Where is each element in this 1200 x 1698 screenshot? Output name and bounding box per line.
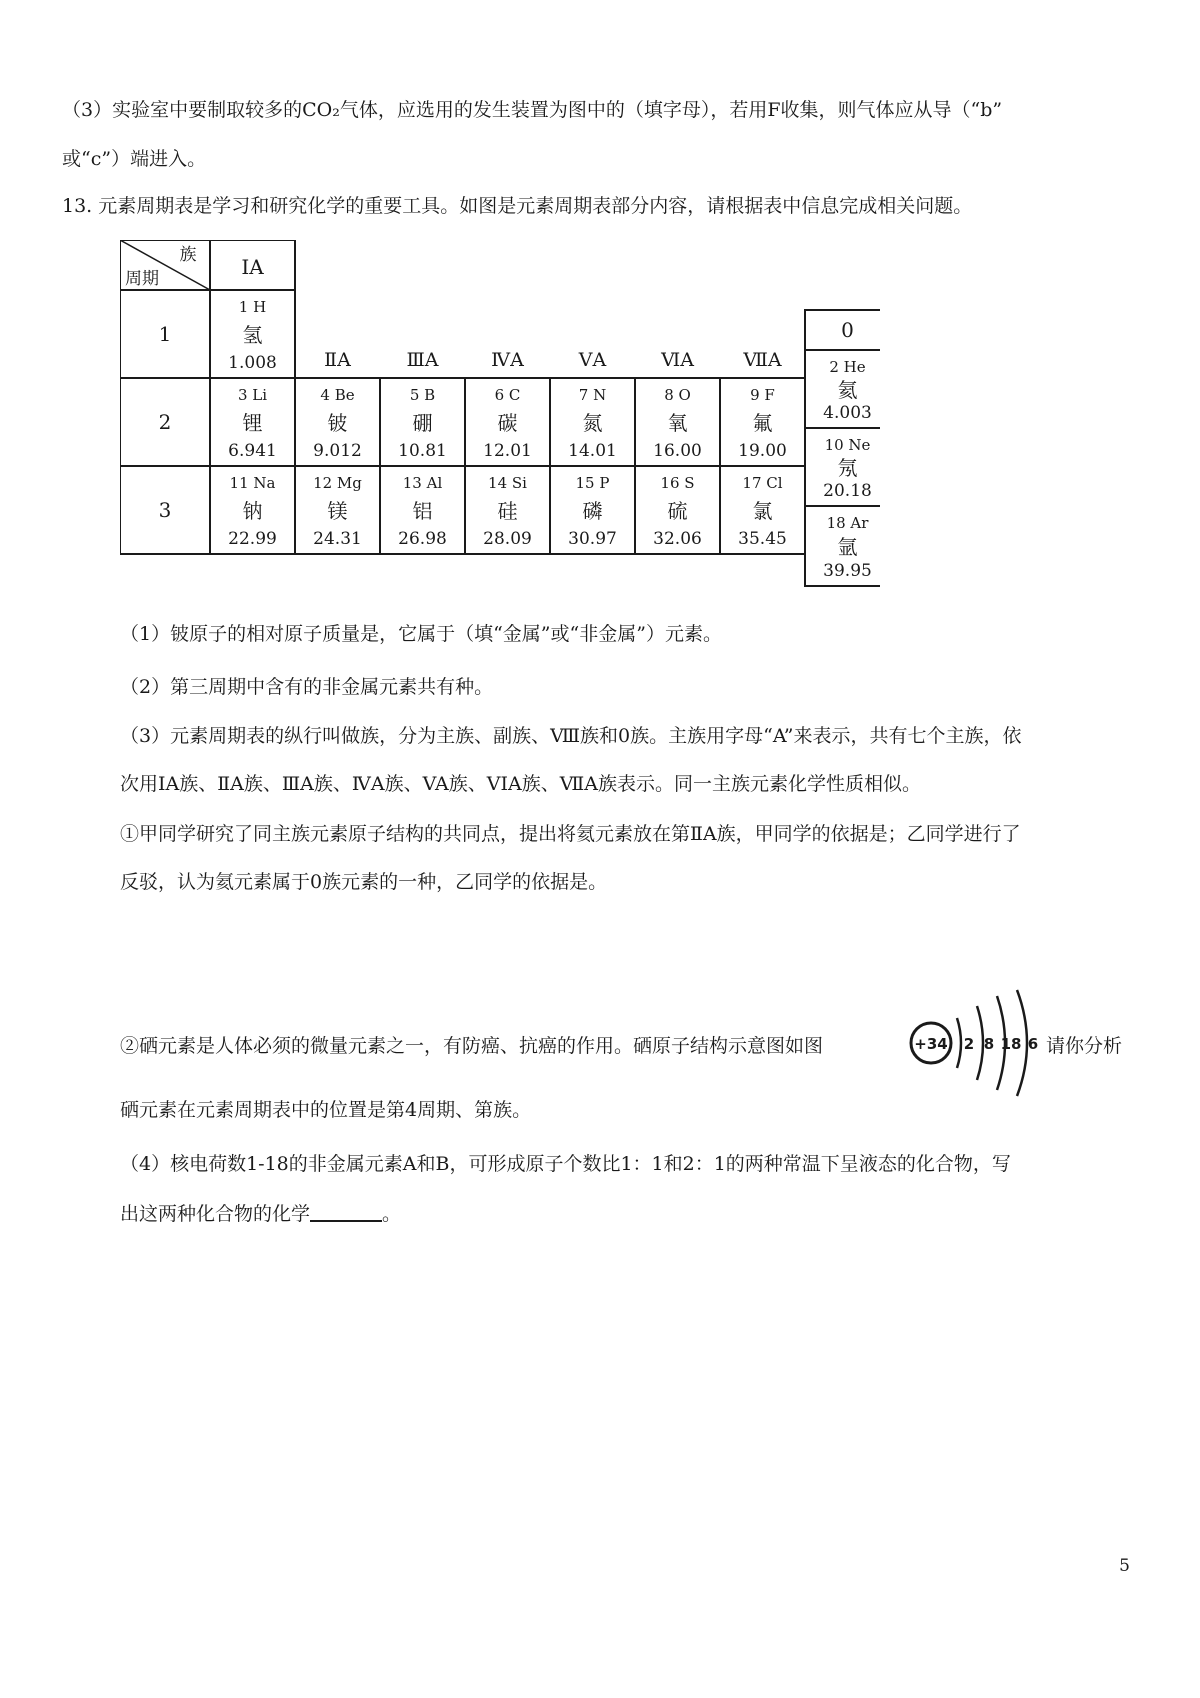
element-mass: 10.81 xyxy=(398,441,447,461)
q13-part3b-line1-left: ②硒元素是人体必须的微量元素之一，有防癌、抗癌的作用。硒原子结构示意图如图 xyxy=(120,1035,824,1057)
element-number-symbol: 4 Be xyxy=(320,386,355,404)
group-header-label: ⅤA xyxy=(578,349,607,371)
q12-part3-line1: （3）实验室中要制取较多的CO₂气体，应选用的发生装置为图中的（填字母），若用F收集，则气体应从导（“b” xyxy=(62,99,1003,121)
corner-period-label: 周期 xyxy=(125,269,159,289)
element-mass: 24.31 xyxy=(313,529,362,549)
q13-part3b-line1-right: 请你分析 xyxy=(1046,1035,1123,1057)
q13-part3-line2: 次用IA族、ⅡA族、ⅢA族、ⅣA族、VA族、VIA族、ⅦA族表示。同一主族元素化学性质相似。 xyxy=(120,773,921,795)
element-number-symbol: 14 Si xyxy=(488,474,527,492)
periodic-table xyxy=(120,240,880,600)
element-mass: 9.012 xyxy=(313,441,362,461)
element-number-symbol: 12 Mg xyxy=(313,474,362,492)
element-name: 硅 xyxy=(497,499,518,523)
q13-part4-text: 出这两种化合物的化学 xyxy=(120,1203,311,1225)
q13-part3a-line1: ①甲同学研究了同主族元素原子结构的共同点，提出将氦元素放在第ⅡA族，甲同学的依据是；乙同学进行了 xyxy=(120,823,1021,845)
element-mass: 16.00 xyxy=(653,441,702,461)
element-mass: 35.45 xyxy=(738,529,787,549)
element-mass: 30.97 xyxy=(568,529,617,549)
element-name: 碳 xyxy=(497,411,518,435)
element-mass: 19.00 xyxy=(738,441,787,461)
element-number-symbol: 17 Cl xyxy=(742,474,783,492)
period-label: 2 xyxy=(158,410,172,434)
selenium-atom-structure-diagram xyxy=(905,988,1050,1098)
element-number-symbol: 6 C xyxy=(494,386,521,404)
shell-4-electrons: 6 xyxy=(1027,1035,1039,1053)
shell-2-electrons: 8 xyxy=(983,1035,995,1053)
period-label: 1 xyxy=(158,322,172,346)
element-number-symbol: 11 Na xyxy=(229,474,276,492)
element-number-symbol: 1 H xyxy=(238,298,267,316)
element-mass: 26.98 xyxy=(398,529,447,549)
q13-part4-end: 。 xyxy=(382,1203,402,1225)
q13-part3-line1: （3）元素周期表的纵行叫做族，分为主族、副族、Ⅷ族和0族。主族用字母“A”来表示，共有七个主族，依 xyxy=(120,725,1022,747)
element-number-symbol: 2 He xyxy=(829,358,866,376)
q12-part3-line2: 或“c”）端进入。 xyxy=(62,148,207,170)
shell-3-electrons: 18 xyxy=(1000,1035,1022,1053)
element-mass: 6.941 xyxy=(228,441,277,461)
shell-arc-2 xyxy=(977,1006,983,1080)
element-name: 氮 xyxy=(582,411,603,435)
element-name: 氧 xyxy=(667,411,688,435)
element-mass: 32.06 xyxy=(653,529,702,549)
element-name: 氦 xyxy=(837,378,858,402)
element-name: 镁 xyxy=(327,499,348,523)
period-label: 3 xyxy=(158,498,172,522)
element-name: 氟 xyxy=(752,411,773,435)
element-name: 钠 xyxy=(242,499,263,523)
element-name: 铝 xyxy=(412,499,433,523)
element-mass: 39.95 xyxy=(823,561,872,581)
group-header-label: ⅣA xyxy=(491,349,524,371)
element-number-symbol: 16 S xyxy=(660,474,695,492)
element-mass: 20.18 xyxy=(823,481,872,501)
element-name: 铍 xyxy=(327,411,348,435)
element-name: 锂 xyxy=(242,411,263,435)
element-name: 硫 xyxy=(667,499,688,523)
element-mass: 4.003 xyxy=(823,403,872,423)
q13-stem: 13. 元素周期表是学习和研究化学的重要工具。如图是元素周期表部分内容，请根据表中信息完成相关问题。 xyxy=(62,195,973,217)
q13-part4-line1: （4）核电荷数1-18的非金属元素A和B，可形成原子个数比1：1和2：1的两种常温下呈液态的化合物，写 xyxy=(120,1153,1011,1175)
element-number-symbol: 7 N xyxy=(578,386,607,404)
element-number-symbol: 15 P xyxy=(575,474,610,492)
q13-part1: （1）铍原子的相对原子质量是，它属于（填“金属”或“非金属”）元素。 xyxy=(120,623,722,645)
answer-blank[interactable] xyxy=(310,1202,382,1222)
element-name: 氯 xyxy=(752,499,773,523)
nucleus-charge: +34 xyxy=(914,1035,948,1053)
q13-part3b-line2: 硒元素在元素周期表中的位置是第4周期、第族。 xyxy=(120,1099,532,1121)
group-header-label: ⅦA xyxy=(743,349,782,371)
element-number-symbol: 18 Ar xyxy=(826,514,869,532)
q13-part2: （2）第三周期中含有的非金属元素共有种。 xyxy=(120,676,494,698)
group-header-label: ⅡA xyxy=(324,349,351,371)
group-header-label: ⅢA xyxy=(406,349,439,371)
q13-part4-line2 xyxy=(120,1200,401,1228)
element-mass: 28.09 xyxy=(483,529,532,549)
element-name: 氢 xyxy=(242,323,263,347)
element-mass: 22.99 xyxy=(228,529,277,549)
shell-arc-1 xyxy=(957,1018,961,1068)
element-number-symbol: 9 F xyxy=(750,386,775,404)
element-mass: 1.008 xyxy=(228,353,277,373)
element-name: 硼 xyxy=(412,411,433,435)
corner-group-label: 族 xyxy=(179,245,197,265)
element-number-symbol: 3 Li xyxy=(237,386,268,404)
page-number: 5 xyxy=(1119,1556,1130,1576)
group-header-label: 0 xyxy=(841,318,854,342)
element-name: 氩 xyxy=(837,535,858,559)
element-number-symbol: 5 B xyxy=(409,386,436,404)
element-name: 氖 xyxy=(837,456,858,480)
q13-part3a-line2: 反驳，认为氦元素属于0族元素的一种，乙同学的依据是。 xyxy=(120,871,608,893)
element-number-symbol: 8 O xyxy=(664,386,691,404)
element-number-symbol: 13 Al xyxy=(402,474,443,492)
element-name: 磷 xyxy=(582,499,603,523)
element-number-symbol: 10 Ne xyxy=(824,436,871,454)
group-header-label: ⅥA xyxy=(661,349,694,371)
shell-1-electrons: 2 xyxy=(963,1035,975,1053)
element-mass: 12.01 xyxy=(483,441,532,461)
group-header-label: ⅠA xyxy=(241,255,264,279)
element-mass: 14.01 xyxy=(568,441,617,461)
